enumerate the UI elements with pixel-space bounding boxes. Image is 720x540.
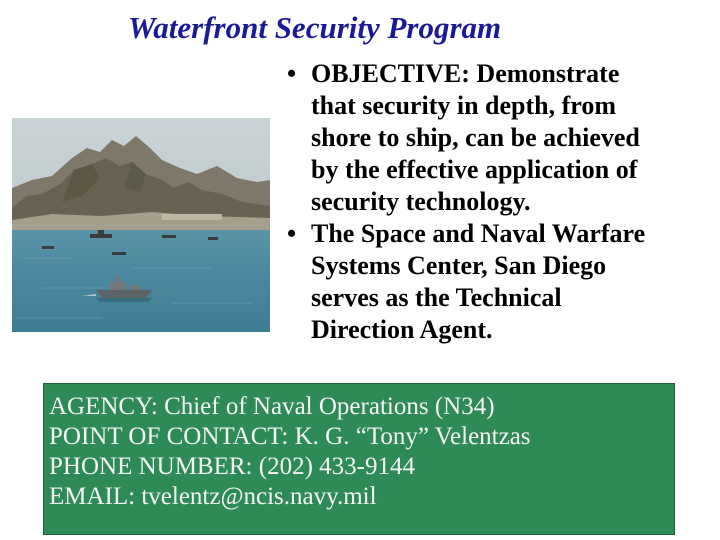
slide-title: Waterfront Security Program [128, 10, 502, 45]
bullet-char: • [287, 219, 297, 248]
point-of-contact-line: POINT OF CONTACT: K. G. “Tony” Velentzas [49, 423, 531, 450]
phone-number-line: PHONE NUMBER: (202) 433-9144 [49, 453, 415, 480]
bullet-spawar [287, 218, 717, 346]
bullet-text: The Space and Naval Warfare Systems Center, San Diego serves as the Technical Direction Agent. [311, 219, 646, 344]
bullet-objective [287, 58, 717, 218]
bullet-list [287, 58, 717, 346]
bullet-text: OBJECTIVE: Demonstrate that security in depth, from shore to ship, can be achieved by the effective application of security technology. [311, 59, 640, 216]
contact-box [43, 383, 675, 535]
harbor-photo [12, 118, 270, 332]
bullet-char: • [287, 59, 297, 88]
agency-line: AGENCY: Chief of Naval Operations (N34) [49, 393, 495, 420]
email-line: EMAIL: tvelentz@ncis.navy.mil [49, 483, 377, 510]
